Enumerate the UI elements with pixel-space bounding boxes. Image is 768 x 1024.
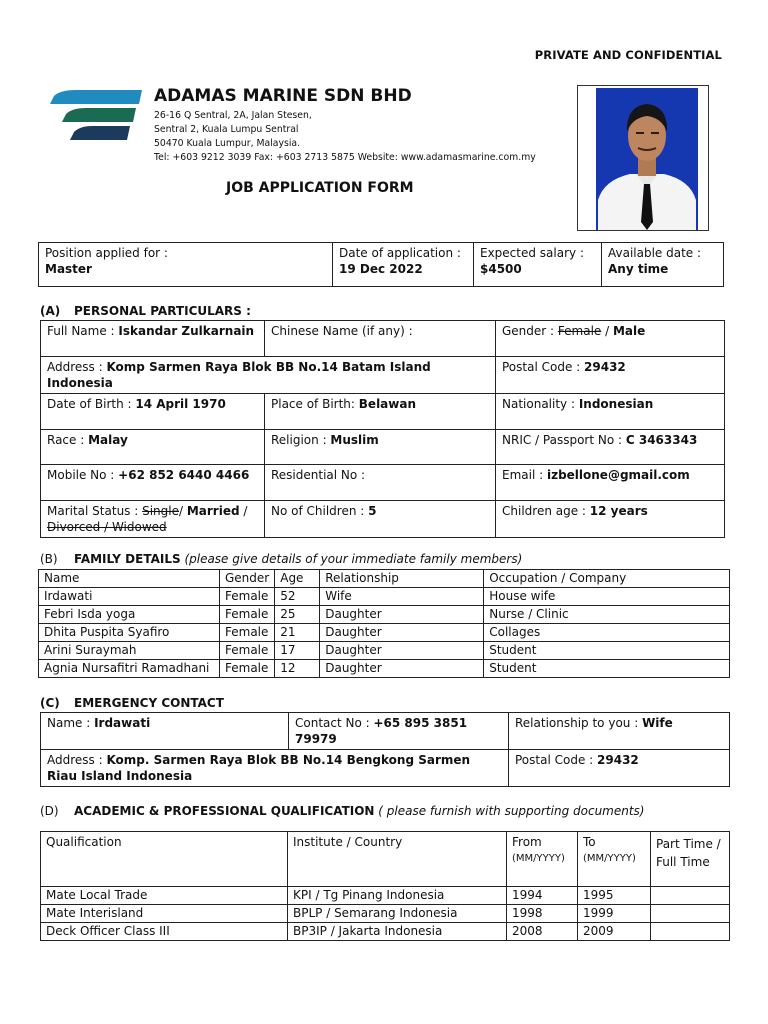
family-age: 17	[275, 642, 320, 660]
contact-line: Tel: +603 9212 3039 Fax: +603 2713 5875 Website: www.adamasmarine.com.my	[154, 152, 536, 163]
section-number: (B)	[40, 552, 58, 566]
emergency-postal-value: 29432	[597, 753, 639, 767]
section-number: (D)	[40, 804, 59, 818]
section-note: (please give details of your immediate family members)	[180, 552, 523, 566]
religion-cell	[265, 430, 496, 465]
family-relationship: Wife	[320, 588, 484, 606]
dob-label: Date of Birth :	[47, 397, 136, 411]
position-value: Master	[45, 262, 92, 276]
emergency-address-cell	[41, 750, 509, 787]
residential-cell	[265, 465, 496, 501]
marital-value: Married	[186, 504, 240, 518]
family-header: Occupation / Company	[484, 570, 730, 588]
children-cell	[265, 501, 496, 538]
study-mode	[651, 905, 730, 923]
emergency-address-label: Address :	[47, 753, 107, 767]
full-name-value: Iskandar Zulkarnain	[118, 324, 255, 338]
emergency-contact-value: +65 895 3851 79979	[295, 716, 468, 746]
postal-value: 29432	[584, 360, 626, 374]
gender-cell	[496, 321, 725, 357]
nric-label: NRIC / Passport No :	[502, 433, 626, 447]
family-table	[38, 569, 730, 678]
address-line: 26-16 Q Sentral, 2A, Jalan Stesen,	[154, 110, 312, 121]
family-name: Agnia Nursafitri Ramadhani	[39, 660, 220, 678]
nationality-cell	[496, 394, 725, 430]
to-year: 1999	[578, 905, 651, 923]
children-label: No of Children :	[271, 504, 369, 518]
from-year: 1994	[507, 887, 578, 905]
address-line: Sentral 2, Kuala Lumpu Sentral	[154, 124, 299, 135]
email-label: Email :	[502, 468, 547, 482]
family-gender: Female	[220, 642, 275, 660]
dob-cell	[41, 394, 265, 430]
family-gender: Female	[220, 588, 275, 606]
section-title: EMERGENCY CONTACT	[74, 696, 224, 710]
academic-table	[40, 831, 730, 941]
table-row	[39, 624, 730, 642]
emergency-contact-label: Contact No :	[295, 716, 374, 730]
children-age-cell	[496, 501, 725, 538]
section-c-heading	[40, 696, 224, 710]
from-format: (MM/YYYY)	[512, 853, 565, 864]
emergency-name-label: Name :	[47, 716, 95, 730]
qualification: Deck Officer Class III	[41, 923, 288, 941]
chinese-name-cell	[265, 321, 496, 357]
postal-label: Postal Code :	[502, 360, 585, 374]
qualification: Mate Local Trade	[41, 887, 288, 905]
section-b-heading	[40, 552, 522, 566]
pob-value: Belawan	[358, 397, 417, 411]
family-occupation: House wife	[484, 588, 730, 606]
date-value: 19 Dec 2022	[339, 262, 423, 276]
section-d-heading	[40, 804, 645, 818]
academic-header: Institute / Country	[288, 832, 507, 887]
section-number: (A)	[40, 304, 61, 318]
company-name: ADAMAS MARINE SDN BHD	[154, 86, 412, 106]
postal-cell	[496, 357, 725, 394]
academic-header: Qualification	[41, 832, 288, 887]
family-name: Irdawati	[39, 588, 220, 606]
marital-sep: /	[239, 504, 248, 518]
salary-label: Expected salary :	[480, 246, 584, 260]
family-gender: Female	[220, 606, 275, 624]
children-age-label: Children age :	[502, 504, 590, 518]
table-row	[39, 642, 730, 660]
family-gender: Female	[220, 624, 275, 642]
from-year: 2008	[507, 923, 578, 941]
family-occupation: Collages	[484, 624, 730, 642]
family-relationship: Daughter	[320, 624, 484, 642]
religion-value: Muslim	[330, 433, 379, 447]
study-mode	[651, 887, 730, 905]
emergency-name-cell	[41, 713, 289, 750]
pob-label: Place of Birth:	[271, 397, 359, 411]
pob-cell	[265, 394, 496, 430]
gender-sep: /	[601, 324, 613, 338]
address-value: Komp Sarmen Raya Blok BB No.14 Batam Island Indonesia	[47, 360, 431, 390]
chinese-name-label: Chinese Name (if any) :	[271, 324, 413, 338]
salary-value: $4500	[480, 262, 522, 276]
children-age-value: 12 years	[589, 504, 648, 518]
family-header: Gender	[220, 570, 275, 588]
date-cell	[333, 243, 474, 287]
to-year: 2009	[578, 923, 651, 941]
section-title: FAMILY DETAILS	[74, 552, 181, 566]
available-value: Any time	[608, 262, 669, 276]
table-row	[39, 660, 730, 678]
gender-struck: Female	[557, 324, 602, 338]
to-year: 1995	[578, 887, 651, 905]
address-line: 50470 Kuala Lumpur, Malaysia.	[154, 138, 301, 149]
table-row	[41, 923, 730, 941]
religion-label: Religion :	[271, 433, 331, 447]
family-occupation: Student	[484, 660, 730, 678]
race-cell	[41, 430, 265, 465]
qualification: Mate Interisland	[41, 905, 288, 923]
emergency-relationship-label: Relationship to you :	[515, 716, 643, 730]
position-label: Position applied for :	[45, 246, 168, 260]
marital-cell	[41, 501, 265, 538]
email-cell	[496, 465, 725, 501]
section-note: ( please furnish with supporting documents)	[374, 804, 645, 818]
section-title: PERSONAL PARTICULARS :	[74, 304, 251, 318]
family-occupation: Nurse / Clinic	[484, 606, 730, 624]
family-occupation: Student	[484, 642, 730, 660]
nationality-value: Indonesian	[578, 397, 654, 411]
family-gender: Female	[220, 660, 275, 678]
institute: KPI / Tg Pinang Indonesia	[288, 887, 507, 905]
date-label: Date of application :	[339, 246, 461, 260]
family-relationship: Daughter	[320, 642, 484, 660]
family-age: 21	[275, 624, 320, 642]
institute: BPLP / Semarang Indonesia	[288, 905, 507, 923]
section-a-heading	[40, 304, 251, 318]
nric-cell	[496, 430, 725, 465]
family-header: Name	[39, 570, 220, 588]
family-name: Febri Isda yoga	[39, 606, 220, 624]
email-value: izbellone@gmail.com	[546, 468, 690, 482]
dob-value: 14 April 1970	[135, 397, 226, 411]
full-name-label: Full Name :	[47, 324, 119, 338]
company-address	[154, 109, 536, 165]
table-row	[41, 887, 730, 905]
available-cell	[602, 243, 724, 287]
table-row	[41, 905, 730, 923]
emergency-table	[40, 712, 730, 787]
emergency-contact-cell	[289, 713, 509, 750]
table-row	[39, 588, 730, 606]
family-header: Age	[275, 570, 320, 588]
applicant-photo	[596, 88, 698, 230]
emergency-relationship-value: Wife	[642, 716, 673, 730]
section-title: ACADEMIC & PROFESSIONAL QUALIFICATION	[74, 804, 375, 818]
confidential-label: PRIVATE AND CONFIDENTIAL	[534, 48, 722, 62]
emergency-address-value: Komp. Sarmen Raya Blok BB No.14 Bengkong Sarmen Riau Island Indonesia	[47, 753, 471, 783]
to-label: To	[583, 835, 596, 849]
family-age: 25	[275, 606, 320, 624]
mobile-value: +62 852 6440 4466	[118, 468, 250, 482]
personal-table	[40, 320, 725, 538]
full-name-cell	[41, 321, 265, 357]
academic-header-to	[578, 832, 651, 887]
family-relationship: Daughter	[320, 660, 484, 678]
race-label: Race :	[47, 433, 89, 447]
address-label: Address :	[47, 360, 107, 374]
emergency-postal-cell	[509, 750, 730, 787]
marital-sep: /	[178, 504, 187, 518]
section-number: (C)	[40, 696, 60, 710]
institute: BP3IP / Jakarta Indonesia	[288, 923, 507, 941]
family-relationship: Daughter	[320, 606, 484, 624]
to-format: (MM/YYYY)	[583, 853, 636, 864]
mobile-label: Mobile No :	[47, 468, 119, 482]
residential-label: Residential No :	[271, 468, 366, 482]
position-cell	[39, 243, 333, 287]
nationality-label: Nationality :	[502, 397, 579, 411]
academic-header: Part Time / Full Time	[651, 832, 730, 887]
gender-label: Gender :	[502, 324, 558, 338]
family-age: 12	[275, 660, 320, 678]
marital-rest-struck: Divorced / Widowed	[47, 520, 167, 534]
emergency-relationship-cell	[509, 713, 730, 750]
family-header: Relationship	[320, 570, 484, 588]
race-value: Malay	[88, 433, 128, 447]
nric-value: C 3463343	[625, 433, 698, 447]
gender-value: Male	[612, 324, 646, 338]
study-mode	[651, 923, 730, 941]
from-label: From	[512, 835, 542, 849]
mobile-cell	[41, 465, 265, 501]
family-name: Arini Suraymah	[39, 642, 220, 660]
family-name: Dhita Puspita Syafiro	[39, 624, 220, 642]
address-cell	[41, 357, 496, 394]
emergency-name-value: Irdawati	[94, 716, 151, 730]
academic-header-from	[507, 832, 578, 887]
available-label: Available date :	[608, 246, 702, 260]
family-age: 52	[275, 588, 320, 606]
marital-single-struck: Single	[142, 504, 179, 518]
marital-label: Marital Status :	[47, 504, 143, 518]
table-row	[39, 606, 730, 624]
salary-cell	[474, 243, 602, 287]
position-table	[38, 242, 724, 287]
form-title: JOB APPLICATION FORM	[226, 180, 414, 196]
emergency-postal-label: Postal Code :	[515, 753, 598, 767]
children-value: 5	[368, 504, 377, 518]
company-logo	[46, 90, 142, 146]
from-year: 1998	[507, 905, 578, 923]
